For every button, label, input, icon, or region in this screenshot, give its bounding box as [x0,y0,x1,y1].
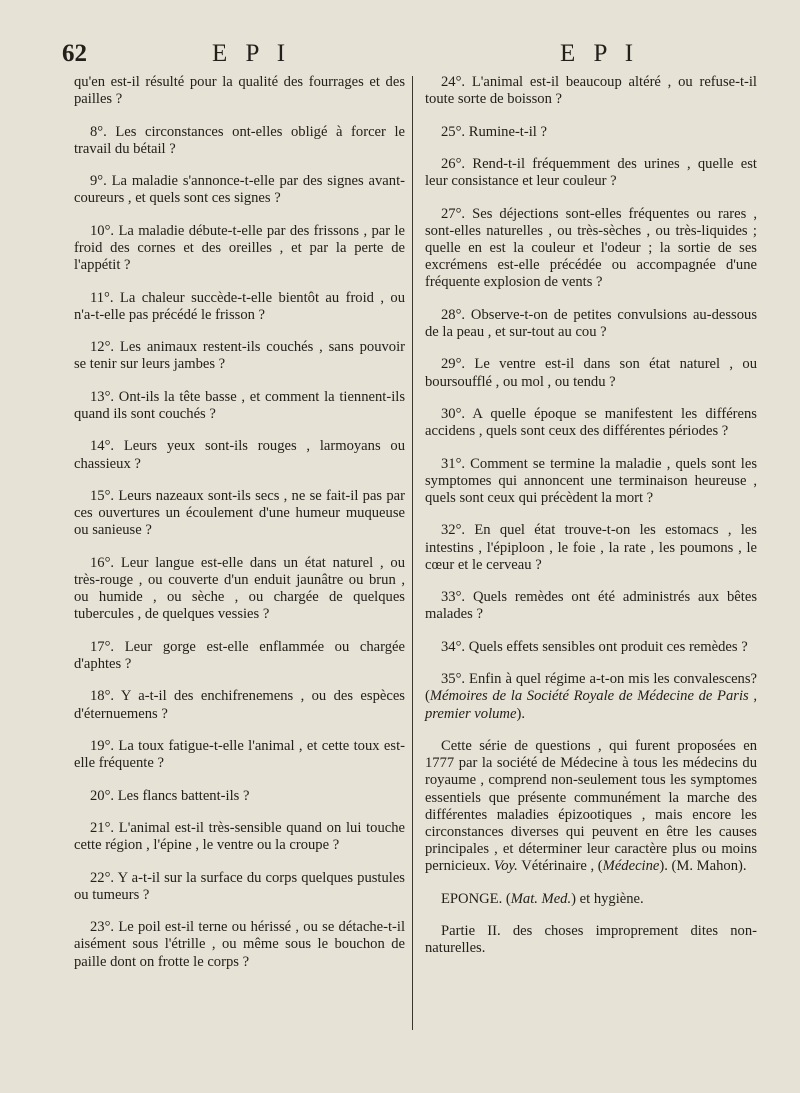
eponge-subentry: Partie II. des choses improprement dites non-naturelles. [425,923,757,957]
question-16: 16°. Leur langue est-elle dans un état naturel , ou très-rouge , ou couverte d'un enduit jaunâtre ou brun , ou humide , ou sèche , ou chargée de quelques tubercules , de quelques vessies ? [74,554,405,623]
question-35 [425,671,757,723]
question-33: 33°. Quels remèdes ont été administrés aux bêtes malades ? [425,589,757,623]
question-19: 19°. La toux fatigue-t-elle l'animal , et cette toux est-elle fréquente ? [74,737,405,772]
question-32: 32°. En quel état trouve-t-on les estomacs , les intestins , l'épiploon , le foie , la rate , les poumons , le cœur et le cerveau ? [425,522,757,573]
paragraph: qu'en est-il résulté pour la qualité des fourrages et des pailles ? [74,74,405,108]
question-34: 34°. Quels effets sensibles ont produit ces remèdes ? [441,638,748,655]
question-23: 23°. Le poil est-il terne ou hérissé , ou se détache-t-il aisément sous l'étrille , ou même sous le bouchon de paille dont on frotte le corps ? [74,919,405,970]
closing-paragraph [425,738,757,876]
question-22: 22°. Y a-t-il sur la surface du corps quelques pustules ou tumeurs ? [74,869,405,903]
closing-text: Cette série de questions , qui furent proposées en 1777 par la société de Médecine à tous les médecins du royaume , comprend non-seulement tous les symptomes essentiels que présente communément la marche des différentes maladies épizootiques , mais encore les circonstances diverses qui peuvent en être les causes principales , et déterminer leur caractère plus ou moins pernicieux. [425,737,757,875]
question-8: 8°. Les circonstances ont-elles obligé à forcer le travail du bétail ? [74,123,405,157]
question-29: 29°. Le ventre est-il dans son état naturel , ou boursoufflé , ou mol , ou tendu ? [425,356,757,390]
eponge-rest: ) et hygiène. [571,890,644,907]
running-head-right: E P I [560,40,640,67]
question-35-text: 35°. Enfin à quel régime a-t-on mis les convalescens? ( [425,671,757,705]
source-citation: Mémoires de la Société Royale de Médecine de Paris , premier volume [425,688,757,722]
question-21: 21°. L'animal est-il très-sensible quand on lui touche cette région , l'épine , le ventre ou la croupe ? [74,819,405,854]
left-column [74,74,405,986]
question-24: 24°. L'animal est-il beaucoup altéré , ou refuse-t-il toute sorte de boisson ? [425,74,757,108]
question-14: 14°. Leurs yeux sont-ils rouges , larmoyans ou chassieux ? [74,438,405,472]
question-11: 11°. La chaleur succède-t-elle bientôt au froid , ou n'a-t-elle pas précédé le frisson ? [74,289,405,323]
question-28: 28°. Observe-t-on de petites convulsions au-dessous de la peau , et sur-tout au cou ? [425,306,757,340]
eponge-category: Mat. Med. [510,890,572,907]
question-9: 9°. La maladie s'annonce-t-elle par des signes avant-coureurs , et quels sont ces signes ? [74,173,405,207]
citation-close: ). [516,705,525,722]
column-divider [412,76,413,1030]
question-12: 12°. Les animaux restent-ils couchés , sans pouvoir se tenir sur leurs jambes ? [74,339,405,373]
question-26: 26°. Rend-t-il fréquemment des urines , quelle est leur consistance et leur couleur ? [425,155,757,190]
question-17: 17°. Leur gorge est-elle enflammée ou chargée d'aphtes ? [74,638,405,672]
question-27: 27°. Ses déjections sont-elles fréquentes ou rares , sont-elles naturelles , ou très-sèches , ou très-liquides ; quelle en est la couleur et l'odeur ; la sortie de ses excrémens est-elle précédée ou accompagnée d'une fréquente explosion de vents ? [425,205,757,291]
question-31: 31°. Comment se termine la maladie , quels sont les symptomes qui annoncent une terminaison heureuse , quels sont ceux qui précèdent la mort ? [425,455,757,506]
eponge-entry [425,891,757,908]
voy-label: Voy. [493,858,518,875]
running-head-left: E P I [212,40,292,67]
cross-reference: Vétérinaire , ( [521,858,603,875]
cross-reference-italic: Médecine [602,858,660,875]
right-column [425,74,757,973]
question-10: 10°. La maladie débute-t-elle par des frissons , par le froid des cornes et des oreilles , et par la perte de l'appétit ? [74,222,405,274]
question-13: 13°. Ont-ils la tête basse , et comment la tiennent-ils quand ils sont couchés ? [74,388,405,422]
cross-reference-end: ). (M. Mahon). [659,858,747,875]
question-18: 18°. Y a-t-il des enchifrenemens , ou des espèces d'éternuemens ? [74,688,405,722]
question-30: 30°. A quelle époque se manifestent les différens accidens , quels sont ceux des différentes périodes ? [425,405,757,440]
eponge-title: EPONGE. ( [441,890,511,907]
question-20: 20°. Les flancs battent-ils ? [90,787,250,804]
question-15: 15°. Leurs nazeaux sont-ils secs , ne se fait-il pas par ces ouvertures un écoulement d'une humeur muqueuse ou sanieuse ? [74,487,405,539]
page-number: 62 [62,40,87,67]
question-25: 25°. Rumine-t-il ? [441,123,547,140]
